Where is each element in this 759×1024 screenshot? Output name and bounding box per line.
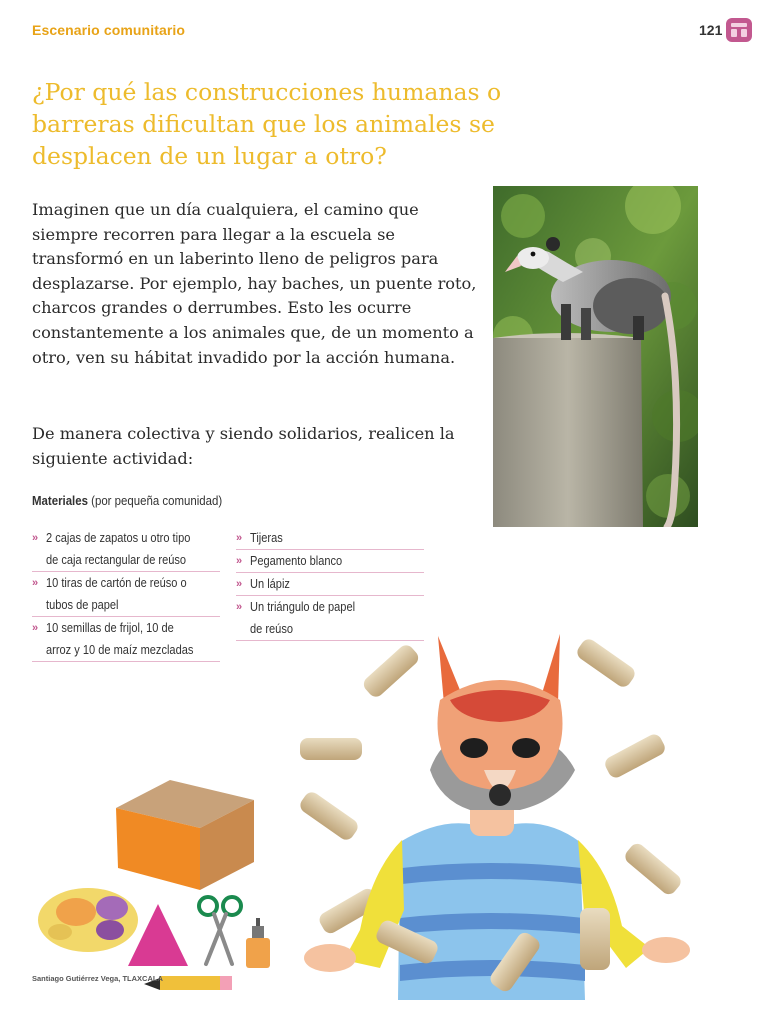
- list-item: » Tijeras: [236, 527, 424, 550]
- section-label: Escenario comunitario: [32, 22, 186, 38]
- illustration-credit: Santiago Gutiérrez Vega, TLAXCALA: [32, 974, 163, 983]
- list-item: » 2 cajas de zapatos u otro tipo de caja rectangular de reúso: [32, 527, 220, 572]
- bullet-icon: »: [32, 622, 39, 634]
- list-item: » Un triángulo de papel de reúso: [236, 596, 424, 641]
- glue-bottle-icon: [246, 918, 270, 968]
- intro-paragraph: Imaginen que un día cualquiera, el camino que siempre recorren para llegar a la escuela se transformó en un laberinto lleno de peligros para desplazarse. Por ejemplo, hay baches, un puente roto, charcos grandes o derrumbes. Esto les ocurre constantemente a los animales que, de un momento a otro, ven su hábitat invadido por la acción humana.: [32, 200, 477, 367]
- page-title: ¿Por qué las construcciones humanas o barreras dificultan que los animales se desplacen de un lugar a otro?: [32, 78, 502, 170]
- fox-mask-icon: [430, 634, 575, 810]
- list-item: » 10 semillas de frijol, 10 de arroz y 10 de maíz mezcladas: [32, 617, 220, 662]
- seeds-icon: [38, 888, 138, 952]
- shoe-box-icon: [116, 780, 254, 890]
- opossum-photo: [493, 186, 698, 527]
- list-item: » Un lápiz: [236, 573, 424, 596]
- activity-illustration: [0, 620, 759, 1024]
- list-item: » Pegamento blanco: [236, 550, 424, 573]
- bullet-icon: »: [32, 532, 39, 544]
- bullet-icon: »: [236, 601, 243, 613]
- bullet-icon: »: [236, 555, 243, 567]
- materials-heading: Materiales (por pequeña comunidad): [32, 493, 223, 508]
- maya-glyph-icon: [726, 18, 752, 42]
- scissors-icon: [199, 897, 241, 964]
- bullet-icon: »: [236, 532, 243, 544]
- page-number: 121: [699, 22, 723, 38]
- bullet-icon: »: [32, 577, 39, 589]
- activity-instruction: De manera colectiva y siendo solidarios, realicen la siguiente actividad:: [32, 424, 455, 468]
- paper-triangle-icon: [128, 904, 188, 966]
- bullet-icon: »: [236, 578, 243, 590]
- list-item: » 10 tiras de cartón de reúso o tubos de papel: [32, 572, 220, 617]
